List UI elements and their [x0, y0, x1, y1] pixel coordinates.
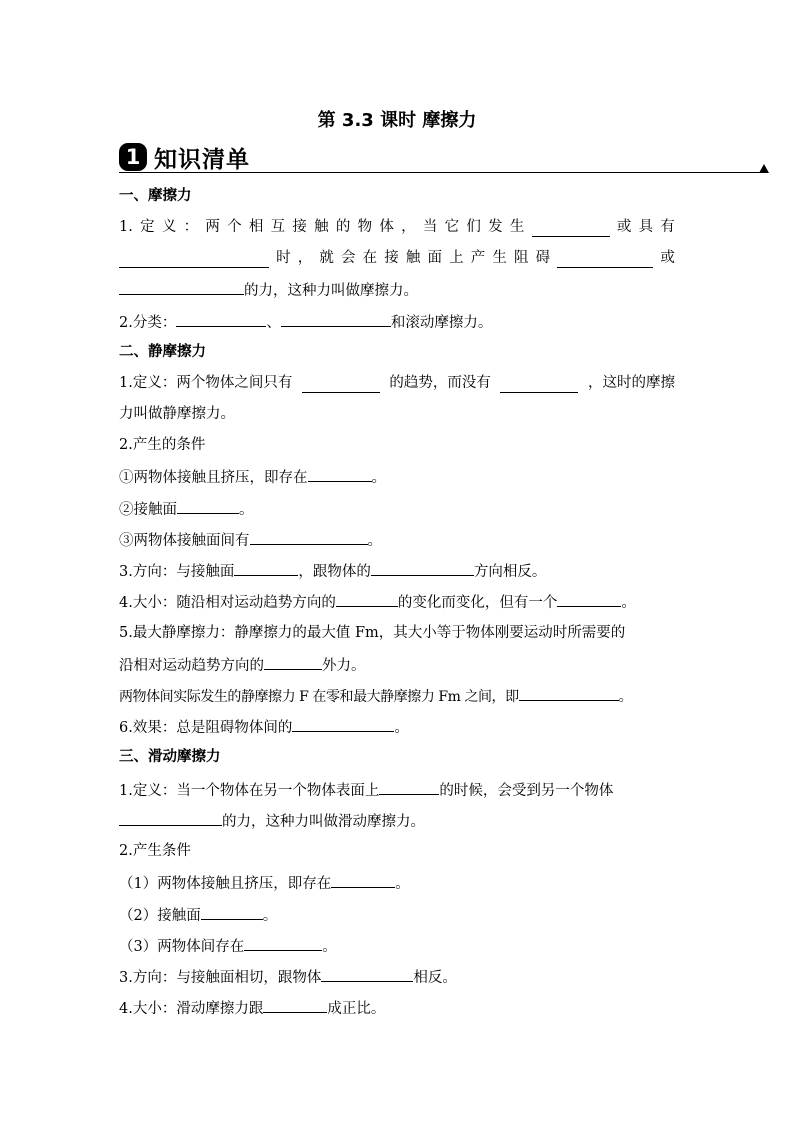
fill-blank[interactable]	[519, 685, 619, 701]
text-run: 。	[262, 908, 278, 924]
text-run: 在	[362, 250, 378, 266]
text-run: 就	[319, 250, 334, 266]
fill-blank[interactable]	[281, 311, 391, 327]
fill-blank[interactable]	[557, 252, 653, 268]
static-condition-2	[119, 498, 675, 520]
text-run: 体	[379, 219, 394, 235]
fill-blank[interactable]	[177, 498, 239, 514]
sliding-definition-line-2	[119, 810, 675, 832]
text-run: 产	[470, 250, 486, 266]
fill-blank[interactable]	[119, 252, 269, 268]
text-run: 生	[509, 219, 525, 235]
text-run: ：	[183, 219, 199, 235]
text-run: 的	[335, 219, 351, 235]
text-run: 时	[276, 250, 291, 266]
text-run: 的力，这种力叫做滑动摩擦力。	[222, 814, 425, 830]
fill-blank[interactable]	[321, 966, 413, 982]
text-run: 具	[638, 219, 654, 235]
text-run: 、	[266, 315, 281, 331]
text-run: 。	[621, 595, 636, 611]
text-run: 相反。	[413, 970, 457, 986]
text-run: 的时候，会受到另一个物体	[439, 783, 614, 799]
sliding-size-line	[119, 997, 675, 1019]
text-run: ②接触面	[119, 502, 177, 518]
section-number-badge: 1	[119, 143, 147, 171]
text-run: 物	[357, 219, 373, 235]
text-run: ，这时的摩擦	[587, 375, 675, 391]
text-run: 1.定义：当一个物体在另一个物体表面上	[119, 783, 380, 799]
text-run: 6.效果：总是阻碍物体间的	[119, 720, 293, 736]
text-run: （3）两物体间存在	[119, 939, 245, 955]
section-heading-friction: 一、摩擦力	[119, 188, 192, 204]
fill-blank[interactable]	[292, 716, 394, 732]
text-run: 。	[322, 939, 337, 955]
static-definition-line-1	[119, 373, 675, 393]
definition-line-1	[119, 217, 675, 237]
fill-blank[interactable]	[336, 591, 398, 607]
text-run: 生	[492, 250, 507, 266]
static-range-line	[119, 685, 675, 707]
text-run: ①两物体接触且挤压，即存在	[119, 470, 308, 486]
text-run: 1.定义：两个物体之间只有	[119, 375, 293, 391]
text-run: 3.方向：与接触面相切，跟物体	[119, 970, 322, 986]
fill-blank[interactable]	[250, 529, 368, 545]
text-run: 。	[395, 876, 410, 892]
static-condition-3	[119, 529, 675, 551]
text-run: 4.大小：随沿相对运动趋势方向的	[119, 595, 336, 611]
text-run: 。	[371, 470, 386, 486]
fill-blank[interactable]	[308, 466, 372, 482]
static-direction-line	[119, 560, 675, 582]
static-definition-line-2: 力叫做静摩擦力。	[119, 406, 235, 422]
static-condition-1	[119, 466, 675, 488]
text-run: 。	[394, 720, 409, 736]
text-run: 碍	[535, 250, 551, 266]
max-static-line-1: 5.最大静摩擦力：静摩擦力的最大值 Fm，其大小等于物体刚要运动时所需要的	[119, 625, 626, 641]
section-heading-sliding-friction: 三、滑动摩擦力	[119, 749, 221, 765]
page-title: 第 3.3 课时 摩擦力	[317, 110, 477, 131]
text-run: 个	[227, 219, 242, 235]
text-run: 。	[239, 502, 254, 518]
text-run: 。	[367, 533, 382, 549]
fill-blank[interactable]	[201, 904, 263, 920]
text-run: （1）两物体接触且挤压，即存在	[119, 876, 332, 892]
text-run: 接	[384, 250, 399, 266]
text-run: 有	[660, 219, 675, 235]
fill-blank[interactable]	[331, 872, 395, 888]
fill-blank[interactable]	[244, 935, 322, 951]
text-run: 外力。	[322, 658, 366, 674]
sliding-condition-2	[119, 904, 675, 926]
text-run: 两物体间实际发生的静摩擦力 F 在零和最大静摩擦力 Fm 之间，即	[119, 689, 519, 705]
static-conditions-title: 2.产生的条件	[119, 437, 206, 453]
text-run: 4.大小：滑动摩擦力跟	[119, 1001, 264, 1017]
text-run: 成正比。	[327, 1001, 386, 1017]
fill-blank[interactable]	[371, 560, 474, 576]
text-run: （2）接触面	[119, 908, 201, 924]
definition-line-3	[119, 279, 675, 301]
fill-blank[interactable]	[500, 377, 578, 393]
fill-blank[interactable]	[234, 560, 298, 576]
text-run: 义	[161, 219, 177, 235]
text-run: 相	[248, 219, 264, 235]
text-run: ，跟物体的	[298, 564, 371, 580]
fill-blank[interactable]	[119, 810, 222, 826]
text-run: 它	[444, 219, 460, 235]
text-run: 定	[140, 219, 155, 235]
text-run: 2.分类：	[119, 315, 177, 331]
text-run: 们	[466, 219, 481, 235]
fill-blank[interactable]	[557, 591, 621, 607]
text-run: 互	[270, 219, 286, 235]
section-banner-label: 知识清单	[154, 147, 250, 173]
sliding-condition-3	[119, 935, 675, 957]
text-run: 触	[314, 219, 329, 235]
fill-blank[interactable]	[379, 779, 439, 795]
text-run: ，	[401, 219, 416, 235]
text-run: 或	[616, 219, 632, 235]
fill-blank[interactable]	[119, 279, 244, 295]
text-run: 3.方向：与接触面	[119, 564, 235, 580]
text-run: 触	[405, 250, 421, 266]
banner-rule	[119, 172, 760, 173]
text-run: 当	[422, 219, 438, 235]
classification-line	[119, 311, 675, 333]
text-run: 。	[618, 689, 633, 705]
text-run: 的变化而变化，但有一个	[397, 595, 558, 611]
sliding-definition-line-1	[119, 779, 675, 801]
section-banner	[119, 142, 769, 174]
fill-blank[interactable]	[263, 997, 327, 1013]
text-run: 会	[341, 250, 356, 266]
sliding-condition-1	[119, 872, 675, 894]
text-run: 1.	[119, 219, 133, 235]
triangle-icon	[759, 164, 769, 173]
sliding-direction-line	[119, 966, 675, 988]
text-run: 的力，这种力叫做摩擦力。	[244, 283, 418, 299]
text-run: ，	[297, 250, 313, 266]
text-run: 接	[292, 219, 307, 235]
text-run: 两	[205, 219, 220, 235]
definition-line-2	[119, 248, 675, 268]
fill-blank[interactable]	[264, 654, 322, 670]
text-run: 或	[660, 250, 675, 266]
static-size-line	[119, 591, 675, 613]
text-run: 上	[449, 250, 464, 266]
fill-blank[interactable]	[532, 221, 610, 237]
text-run: 面	[427, 250, 442, 266]
text-run: 阻	[514, 250, 529, 266]
section-heading-static-friction: 二、静摩擦力	[119, 344, 206, 360]
text-run: ③两物体接触面间有	[119, 533, 250, 549]
max-static-line-2	[119, 654, 675, 676]
fill-blank[interactable]	[176, 311, 266, 327]
text-run: 方向相反。	[473, 564, 547, 580]
text-run: 的趋势，而没有	[389, 375, 491, 391]
text-run: 发	[488, 219, 503, 235]
text-run: 和滚动摩擦力。	[390, 315, 493, 331]
fill-blank[interactable]	[302, 377, 380, 393]
text-run: 沿相对运动趋势方向的	[119, 658, 264, 674]
sliding-conditions-title: 2.产生条件	[119, 843, 191, 859]
static-effect-line	[119, 716, 675, 738]
